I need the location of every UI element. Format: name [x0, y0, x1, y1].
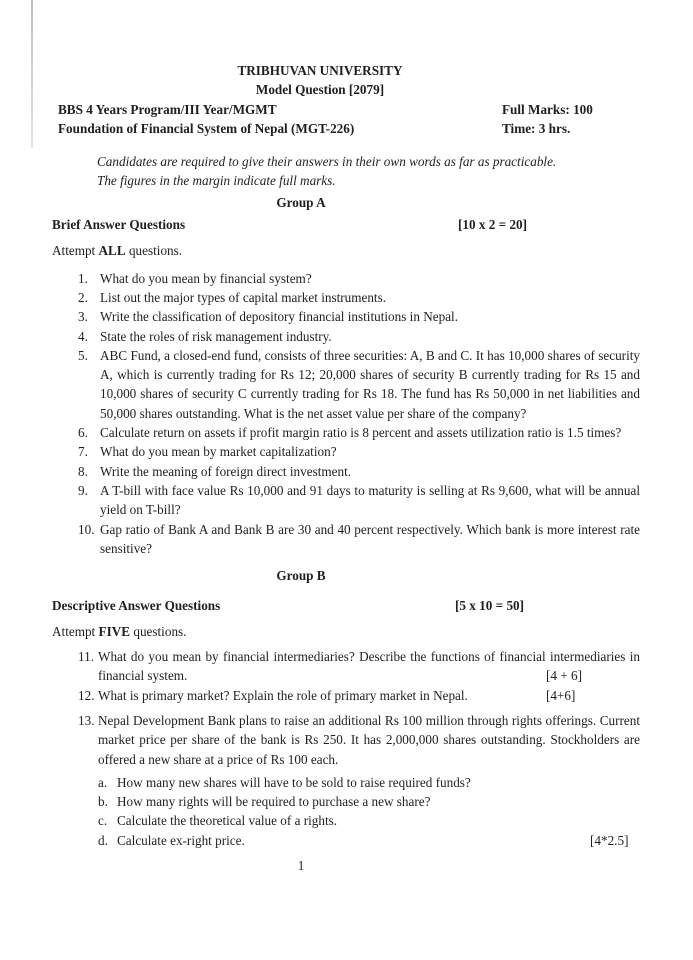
question-text: Write the meaning of foreign direct investment. [100, 463, 352, 479]
subquestion-letter: c. [98, 813, 108, 829]
question-number: 2. [78, 289, 88, 305]
question-number: 11. [78, 649, 94, 665]
group-b-title: Group B [276, 568, 326, 584]
question-text: What is primary market? Explain the role of primary market in Nepal. [98, 687, 468, 703]
attempt-suffix: questions. [125, 243, 183, 259]
question-text: A T-bill with face value Rs 10,000 and 91 days to maturity is selling at Rs 9,600, what will be annual yield on T-bill? [100, 482, 640, 518]
subquestion-c [52, 811, 640, 830]
question-number: 12. [78, 687, 95, 703]
group-a-heading: Brief Answer Questions [52, 217, 186, 233]
question-number: 3. [78, 309, 88, 325]
question-11 [52, 647, 640, 686]
attempt-prefix: Attempt [52, 243, 99, 259]
group-a-section-row [52, 215, 640, 234]
question-text: What do you mean by financial system? [100, 270, 312, 286]
group-a-marks: [10 x 2 = 20] [458, 217, 528, 233]
group-a-question-list [52, 269, 640, 558]
page-number: 1 [297, 857, 305, 873]
subquestion-d [52, 831, 640, 850]
question-number: 9. [78, 482, 88, 498]
group-b-section-row [52, 596, 640, 615]
subquestion-letter: d. [98, 832, 108, 848]
question-7 [52, 442, 640, 461]
subquestion-text: Calculate the theoretical value of a rights. [117, 813, 338, 829]
question-number: 1. [78, 270, 88, 286]
question-text: What do you mean by market capitalization? [100, 444, 337, 460]
attempt-emphasis: ALL [98, 243, 126, 259]
subquestion-text: Calculate ex-right price. [117, 832, 245, 848]
course-row [52, 119, 640, 138]
question-text: List out the major types of capital market instruments. [100, 289, 387, 305]
question-10 [52, 520, 640, 559]
question-5 [52, 346, 640, 423]
question-text: What do you mean by financial intermediaries? Describe the functions of financial intermediaries in financial system. [98, 649, 640, 684]
group-a-attempt-note [52, 241, 640, 260]
question-3 [52, 307, 640, 326]
question-number: 13. [78, 712, 95, 728]
group-a-title: Group A [276, 194, 326, 210]
group-b-marks: [5 x 10 = 50] [455, 598, 525, 614]
question-1 [52, 269, 640, 288]
question-text: Calculate return on assets if profit margin ratio is 8 percent and assets utilization ratio is 1.5 times? [100, 425, 622, 441]
question-text: State the roles of risk management industry. [100, 328, 332, 344]
instruction-line-2: The figures in the margin indicate full marks. [97, 173, 336, 189]
subquestion-marks: [4*2.5] [590, 832, 629, 848]
question-marks: [4+6] [546, 687, 576, 703]
subquestion-a [52, 773, 640, 792]
subquestion-b [52, 792, 640, 811]
question-number: 10. [78, 521, 95, 537]
question-number: 8. [78, 463, 88, 479]
candidate-instructions [97, 152, 640, 191]
group-b-heading: Descriptive Answer Questions [52, 598, 221, 614]
question-8 [52, 462, 640, 481]
full-marks: Full Marks: 100 [502, 101, 593, 117]
instruction-line-1: Candidates are required to give their answers in their own words as far as practicable. [97, 154, 557, 170]
attempt-emphasis: FIVE [98, 623, 131, 639]
subquestion-letter: b. [98, 794, 108, 810]
program-name: BBS 4 Years Program/III Year/MGMT [58, 101, 277, 117]
question-2 [52, 288, 640, 307]
attempt-prefix: Attempt [52, 623, 99, 639]
question-number: 5. [78, 347, 88, 363]
university-title: TRIBHUVAN UNIVERSITY [237, 63, 403, 78]
subquestion-text: How many rights will be required to purchase a new share? [117, 794, 431, 810]
question-12 [52, 686, 640, 705]
group-b-attempt-note [52, 622, 640, 641]
question-number: 7. [78, 444, 88, 460]
question-number: 6. [78, 425, 88, 441]
question-number: 4. [78, 328, 88, 344]
question-4 [52, 327, 640, 346]
question-marks: [4 + 6] [546, 668, 583, 684]
question-text: Nepal Development Bank plans to raise an additional Rs 100 million through rights offerings. Current market price per share of the bank is Rs 250. It has 2,000,000 shares outstanding. Stockholders are offered a new share at a price of Rs 100 each. [98, 712, 640, 767]
program-row [52, 100, 640, 119]
question-13 [52, 711, 640, 769]
attempt-suffix: questions. [130, 623, 187, 639]
question-text: Write the classification of depository financial institutions in Nepal. [100, 309, 459, 325]
question-9 [52, 481, 640, 520]
exam-time: Time: 3 hrs. [502, 120, 571, 136]
question-6 [52, 423, 640, 442]
subquestion-letter: a. [98, 774, 108, 790]
question-13-subquestions [52, 773, 640, 850]
exam-title: Model Question [2079] [255, 82, 385, 98]
subquestion-text: How many new shares will have to be sold to raise required funds? [117, 774, 471, 790]
course-name: Foundation of Financial System of Nepal (MGT-226) [58, 120, 355, 136]
question-text: ABC Fund, a closed-end fund, consists of three securities: A, B and C. It has 10,000 shares of security A, which is currently trading for Rs 12; 20,000 shares of security B currently trading for Rs 15 and 10,000 shares of security C currently trading for Rs 18. The fund has Rs 50,000 in net liabilities and 50,000 shares outstanding. What is the net asset value per share of the company? [100, 347, 640, 421]
question-text: Gap ratio of Bank A and Bank B are 30 and 40 percent respectively. Which bank is more interest rate sensitive? [100, 521, 640, 556]
